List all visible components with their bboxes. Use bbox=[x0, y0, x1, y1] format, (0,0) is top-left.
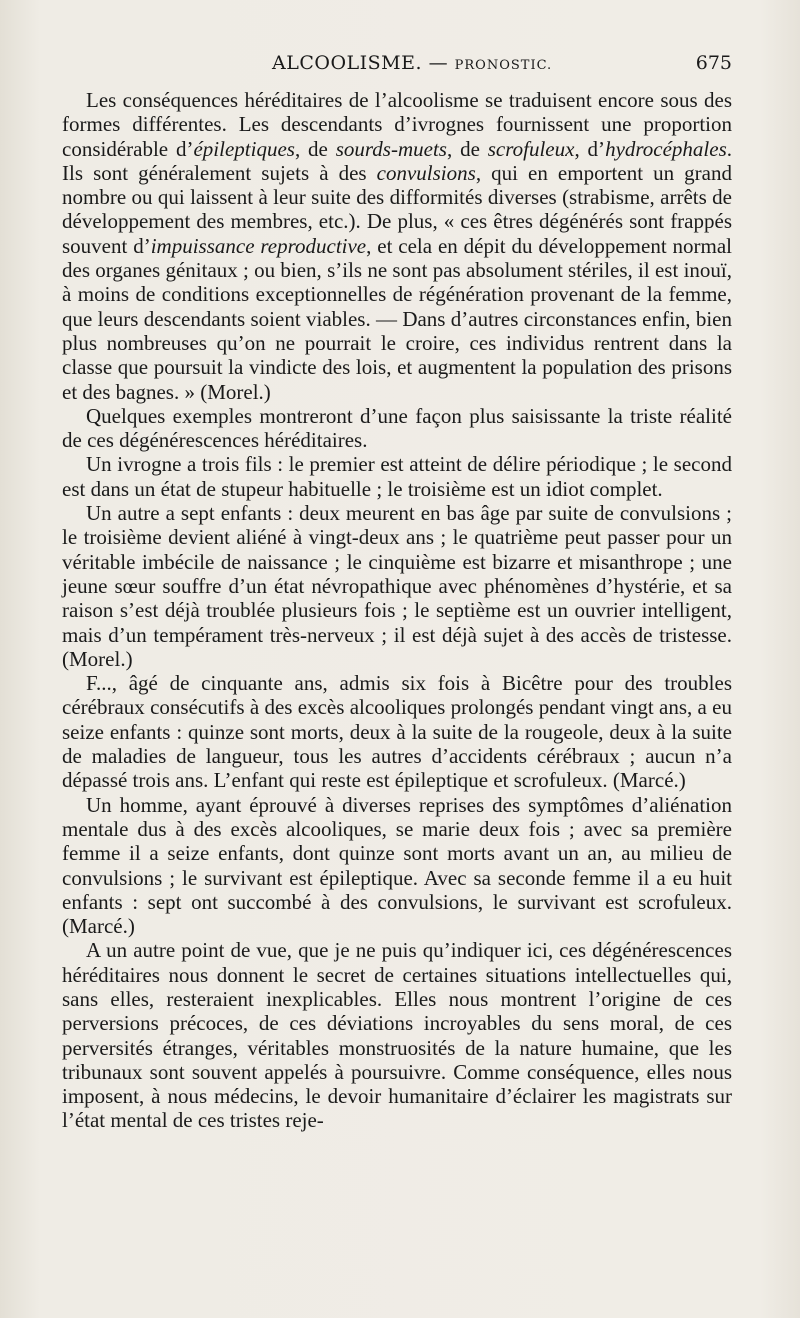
text-run: Quelques exemples montreront d’une façon plus saisissante la triste réalité de ces dégénérescences héréditaires. bbox=[62, 403, 732, 453]
paragraph bbox=[62, 671, 732, 792]
paragraph bbox=[62, 452, 732, 501]
italic-term: convulsions bbox=[376, 160, 476, 185]
running-title bbox=[272, 52, 552, 74]
italic-term: scrofuleux bbox=[487, 136, 575, 161]
italic-term: sourds-muets bbox=[335, 136, 447, 161]
body-text bbox=[62, 88, 732, 1133]
text-run: Les conséquences héréditaires de l’alcoolisme se traduisent encore sous des formes différentes. Les descendants d’ivrognes fournissent une proportion considérable d’ bbox=[62, 88, 732, 161]
text-run: Un autre a sept enfants : deux meurent en bas âge par suite de convulsions ; le troisième devient aliéné à vingt-deux ans ; le quatrième peut passer pour un véritable imbécile de naissance ; le cinquième est bizarre et misanthrope ; une jeune sœur souffre d’un état névropathique avec phénomènes d’hystérie, et sa raison s’est déjà troublée plusieurs fois ; le septième est un ouvrier intelligent, mais d’un tempérament très-nerveux ; il est déjà sujet à des accès de tristesse. (Morel.) bbox=[62, 501, 732, 671]
paragraph bbox=[62, 88, 732, 404]
page-number: 675 bbox=[695, 52, 732, 74]
italic-term: impuissance reproductive bbox=[150, 233, 367, 258]
running-header bbox=[62, 52, 732, 82]
text-run: F..., âgé de cinquante ans, admis six fois à Bicêtre pour des troubles cérébraux consécutifs à des excès alcooliques prolongés pendant vingt ans, a eu seize enfants : quinze sont morts, deux à la suite de la rougeole, deux à la suite de maladies de langueur, tous les autres d’accidents cérébraux ; aucun n’a dépassé trois ans. L’enfant qui reste est épileptique et scrofuleux. (Marcé.) bbox=[62, 671, 732, 793]
text-run: , d’ bbox=[574, 136, 606, 161]
paragraph bbox=[62, 404, 732, 453]
italic-term: hydrocéphales bbox=[605, 136, 727, 161]
text-run: , et cela en dépit du développement normal des organes génitaux ; ou bien, s’ils ne sont pas absolument stériles, il est inouï, à moins de conditions exceptionnelles de régénération provenant de la femme, que leurs descendants soient viables. — Dans d’autres circonstances enfin, bien plus nombreuses qu’on ne pourrait le croire, ces individus rentrent dans la classe que poursuit la vindicte des lois, et augmentent la population des prisons et des bagnes. » (Morel.) bbox=[62, 233, 732, 404]
section-title: PRONOSTIC. bbox=[454, 58, 553, 73]
text-run: A un autre point de vue, que je ne puis qu’indiquer ici, ces dégénérescences héréditaires nous donnent le secret de certaines situations intellectuelles qui, sans elles, resteraient inexplicables. Elles nous montrent l’origine de ces perversions précoces, de ces déviations incroyables du sens moral, de ces perversités étranges, véritables monstruosités de la nature humaine, que les tribunaux sont souvent appelés à poursuivre. Comme conséquence, elles nous imposent, à nous médecins, le devoir humanitaire d’éclairer les magistrats sur l’état mental de ces tristes reje- bbox=[62, 938, 732, 1133]
text-run: , de bbox=[446, 136, 488, 161]
header-separator: — bbox=[428, 52, 449, 74]
paragraph bbox=[62, 793, 732, 939]
text-run: Un ivrogne a trois fils : le premier est atteint de délire périodique ; le second est dans un état de stupeur habituelle ; le troisième est un idiot complet. bbox=[62, 452, 732, 501]
paragraph bbox=[62, 501, 732, 671]
text-run: Un homme, ayant éprouvé à diverses reprises des symptômes d’aliénation mentale dus à des excès alcooliques, se marie deux fois ; avec sa première femme il a seize enfants, dont quinze sont morts avant un an, au milieu de convulsions ; le survivant est épileptique. Avec sa seconde femme il a eu huit enfants : sept ont succombé à des convulsions, le survivant est scrofuleux. (Marcé.) bbox=[62, 792, 732, 939]
paragraph bbox=[62, 938, 732, 1132]
text-run: , qui en emportent un grand nombre ou qui laissent à leur suite des difformités diverses (strabisme, arrêts de développement des membres, etc.). De plus, « ces êtres dégénérés sont frappés souvent d’ bbox=[62, 160, 732, 258]
chapter-title: ALCOOLISME. bbox=[272, 52, 423, 74]
text-run: . Ils sont généralement sujets à des bbox=[62, 136, 732, 185]
text-run: , de bbox=[294, 136, 336, 161]
italic-term: épileptiques bbox=[193, 136, 295, 161]
